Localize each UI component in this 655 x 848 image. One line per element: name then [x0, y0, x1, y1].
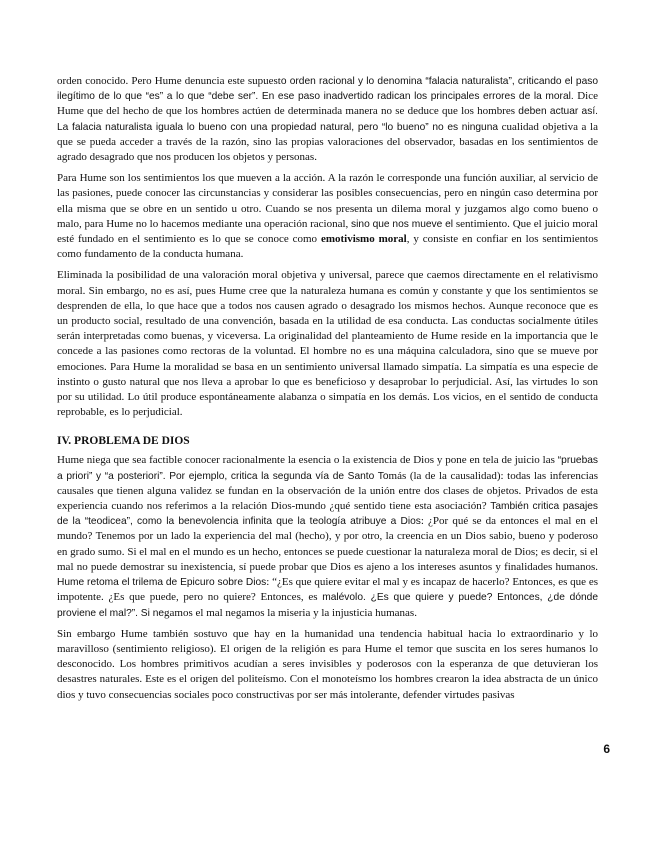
text-run: más (la de la causalidad): todas las inferencias causales que tienen alguna validez se fundan en la observación de la unión entre dos clases de objetos. Privados de esta experiencia cuando nos referimos a la relación Dios-mundo ¿qué sentido tiene esta asociación?: [57, 469, 598, 513]
page-body: [57, 74, 598, 709]
text-run: : “¿Es que quiere evitar el mal y es incapaz de hacerlo? Entonces, es que es impotente. ¿Es que puede, pero no quiere? Entonces, es: [57, 576, 598, 604]
text-run: Dice Hume que del hecho de que los hombres actúen de determinada manera no se deduce que los hombres: [57, 90, 598, 118]
highlighted-text-run: “pruebas a priori” y “a posteriori”. Por ejemplo, critica la segunda vía de Santo To: [57, 455, 598, 482]
highlighted-text-run: sino que nos mueve el: [351, 218, 454, 230]
paragraph-problema-dios: [57, 453, 598, 620]
text-run: sentimiento. Que el juicio moral esté fundado en el sentimiento es lo que se conoce como: [57, 217, 598, 246]
paragraph-relativismo: Eliminada la posibilidad de una valoración moral objetiva y universal, parece que caemos directamente en el relativismo moral. Sin embargo, no es así, pues Hume cree que la naturaleza humana es común y constante y que los sentimientos se desprenden de ella, lo que hace que a todos nos causen agrado o desagrado los mismos hechos. Aunque reconoce que es un producto social, resultado de una convención, basada en la utilidad de esa conducta. Las conductas socialmente útiles serán interpretadas como buenas, y viceversa. La originalidad del planteamiento de Hume reside en la importancia que le concede a las pasiones como rectoras de la voluntad. El hombre no es una máquina calculadora, sino que se mueve por emociones. Para Hume la moralidad se basa en un sentimiento universal llamado simpatía. La simpatía es una especie de instinto o gusto natural que nos lleva a aprobar lo que es beneficioso y desaprobar lo perjudicial. Así, las virtudes lo son por su utilidad. Lo útil produce espontáneamente alabanza o simpatía en los demás. Los vicios, en el sentido de conducta reprobable, es lo perjudicial.: [57, 269, 598, 419]
paragraph-religion: Sin embargo Hume también sostuvo que hay en la humanidad una tendencia habitual hacia lo extraordinario y lo maravilloso (sentimiento religioso). El origen de la religión es para Hume el temor que suscita en los seres humanos lo desconocido. Los hombres primitivos acudían a seres invisibles y poderosos con la esperanza de que detuvieran los desastres naturales. Este es el origen del politeísmo. Con el monoteísmo los hombres crearon la idea abstracta de un único dios y tuvo consecuencias sociales poco constructivas por ser más intolerante, defender virtudes pasivas: [57, 627, 598, 701]
highlighted-text-run: o orden racional y lo denomina “falacia naturalista”, criticando el paso ilegítimo de lo que “es” a lo que “debe ser”. En ese paso inadvertido radican los principales errores de la moral.: [57, 76, 598, 103]
highlighted-text-run: deben actuar así. La falacia naturalista iguala lo bueno con una propiedad natural, pero “lo bueno” no es ninguna: [57, 106, 598, 133]
highlighted-text-run: Hume retoma el trilema de Epicuro sobre Dios: [57, 577, 267, 589]
emphasized-term: emotivismo moral: [320, 233, 407, 246]
text-run: orden conocido. Pero Hume denuncia este supuest: [57, 75, 281, 87]
text-run: Hume niega que sea factible conocer racionalmente la esencia o la existencia de Dios y pone en tela de juicio las: [57, 454, 558, 467]
text-run: : ¿Por qué se da entonces el mal en el mundo? Tenemos por un lado la experiencia del mal (hecho), y por otro, la creencia en un Dios sabio, bueno y poderoso en grado sumo. Si el mal en el mundo es un hecho, entonces se puede cuestionar la naturaleza moral de Dios; es decir, si el mal no puede demostrar su inexistencia, sí puede probar que Dios es ajeno a los intereses asuntos y finalidades humanos.: [57, 515, 598, 573]
paragraph-falacia-naturalista: [57, 74, 598, 165]
highlighted-text-run: También critica pasajes de la “teodicea”, como la benevolencia infinita que la teología atribuye a Dios: [57, 501, 598, 528]
highlighted-text-run: malévolo. ¿Es que quiere y puede? Entonces, ¿de dónde proviene el mal?”. Si ne: [57, 592, 598, 619]
section-heading: IV. PROBLEMA DE DIOS: [57, 435, 190, 448]
paragraph-sentimientos: [57, 171, 598, 262]
text-run: Para Hume son los sentimientos los que mueven a la acción. A la razón le corresponde una función auxiliar, al servicio de las pasiones, puede conocer las circunstancias y considerar las posibles consecuencias, pero en ningún caso determina por ella misma que se obre en un sentido u otro. Cuando se nos presenta un dilema moral y juzgamos algo como bueno o malo, para Hume no lo hacemos mediante una operación racional,: [57, 172, 598, 230]
text-run: , y consiste en confiar en los sentimientos como fundamento de la conducta humana.: [57, 233, 598, 261]
text-run: gamos el mal negamos la miseria y la injusticia humanas.: [164, 606, 417, 619]
text-run: cualidad objetiva a la que se pueda acceder a través de la razón, sino las propias valoraciones del observador, basadas en los sentimientos de agrado desagrado que nos producen los objetos y personas.: [57, 120, 598, 164]
page-number: 6: [603, 742, 610, 756]
